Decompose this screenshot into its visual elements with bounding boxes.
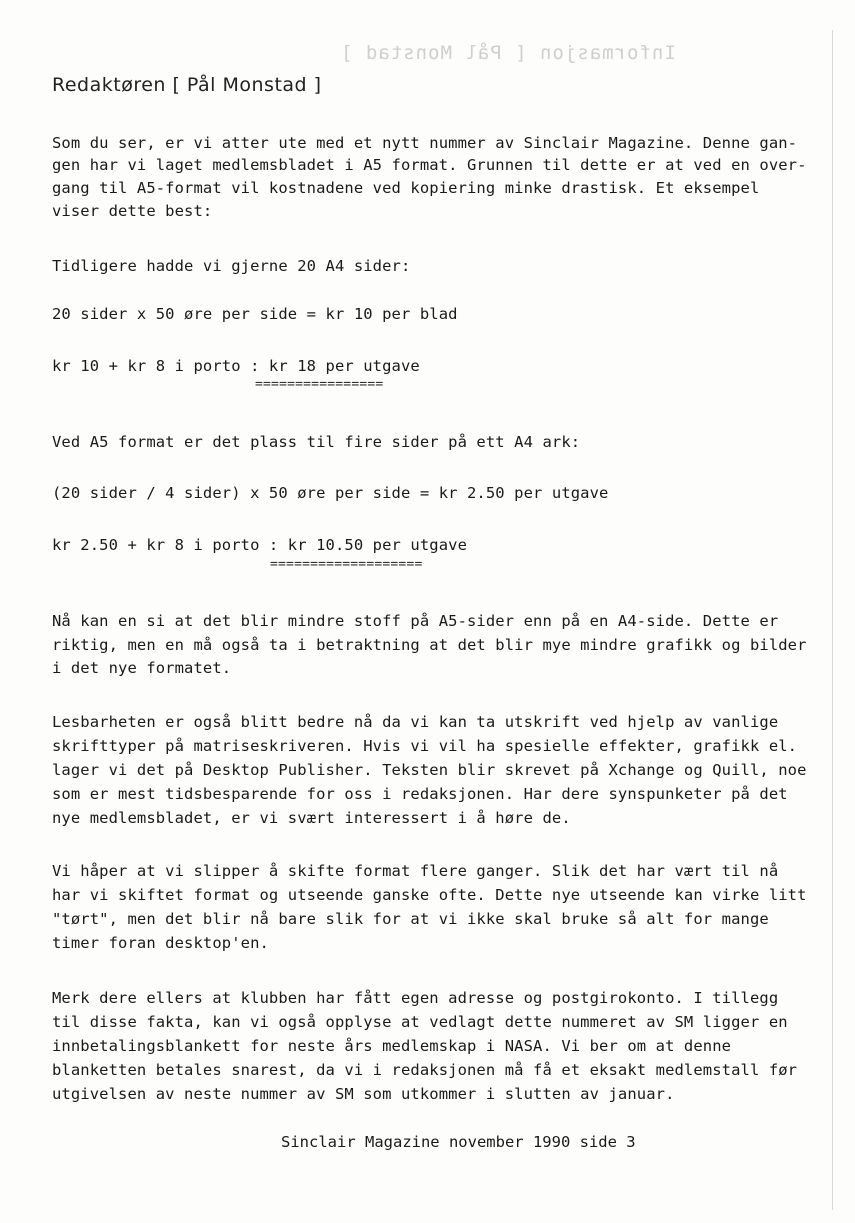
a5-line: Ved A5 format er det plass til fire sider på ett A4 ark: [52,433,581,451]
readability-line-2: skrifttyper på matriseskriveren. Hvis vi vil ha spesielle effekter, grafikk el. [52,737,798,755]
intro-line-3: gang til A5-format vil kostnadene ved kopiering minke drastisk. Et eksempel [52,179,760,197]
show-through-text: Informasjon [ Pål Monstad ] [340,42,676,64]
readability-line-1: Lesbarheten er også blitt bedre nå da vi kan ta utskrift ved hjelp av vanlige [52,713,779,731]
hope-line-1: Vi håper at vi slipper å skifte format flere ganger. Slik det har vært til nå [52,862,779,880]
before-line: Tidligere hadde vi gjerne 20 A4 sider: [52,257,411,275]
calc-line-2: kr 10 + kr 8 i porto : kr 18 per utgave [52,357,420,375]
hope-line-3: "tørt", men det blir nå bare slik for at vi ikke skal bruke så alt for mange [52,910,769,928]
page-footer: Sinclair Magazine november 1990 side 3 [281,1133,636,1151]
scan-edge-shadow [832,30,833,1210]
underline-rule-1: ================ [255,377,384,392]
intro-line-1: Som du ser, er vi atter ute med et nytt nummer av Sinclair Magazine. Denne gan- [52,134,798,152]
underline-rule-2: =================== [270,557,423,572]
note-line-2: til disse fakta, kan vi også opplyse at vedlagt dette nummeret av SM ligger en [52,1013,788,1031]
calc-line-3: (20 sider / 4 sider) x 50 øre per side = kr 2.50 per utgave [52,484,609,502]
less-line-2: riktig, men en må også ta i betraktning at det blir mye mindre grafikk og bilder [52,636,807,654]
hope-line-4: timer foran desktop'en. [52,934,269,952]
readability-line-3: lager vi det på Desktop Publisher. Teksten blir skrevet på Xchange og Quill, noe [52,761,807,779]
calc-line-4: kr 2.50 + kr 8 i porto : kr 10.50 per utgave [52,536,467,554]
note-line-5: utgivelsen av neste nummer av SM som utkommer i slutten av januar. [52,1085,675,1103]
less-line-1: Nå kan en si at det blir mindre stoff på A5-sider enn på en A4-side. Dette er [52,612,779,630]
note-line-4: blanketten betales snarest, da vi i redaksjonen må få et eksakt medlemstall før [52,1061,798,1079]
intro-line-2: gen har vi laget medlemsbladet i A5 format. Grunnen til dette er at ved en over- [52,156,807,174]
page-title: Redaktøren [ Pål Monstad ] [52,74,322,96]
note-line-1: Merk dere ellers at klubben har fått egen adresse og postgirokonto. I tillegg [52,989,779,1007]
hope-line-2: har vi skiftet format og utseende ganske ofte. Dette nye utseende kan virke litt [52,886,807,904]
note-line-3: innbetalingsblankett for neste års medlemskap i NASA. Vi ber om at denne [52,1037,732,1055]
calc-line-1: 20 sider x 50 øre per side = kr 10 per blad [52,305,458,323]
intro-line-4: viser dette best: [52,202,213,220]
readability-line-5: nye medlemsbladet, er vi svært interessert i å høre de. [52,809,571,827]
less-line-3: i det nye formatet. [52,659,232,677]
readability-line-4: som er mest tidsbesparende for oss i redaksjonen. Har dere synspunketer på det [52,785,788,803]
